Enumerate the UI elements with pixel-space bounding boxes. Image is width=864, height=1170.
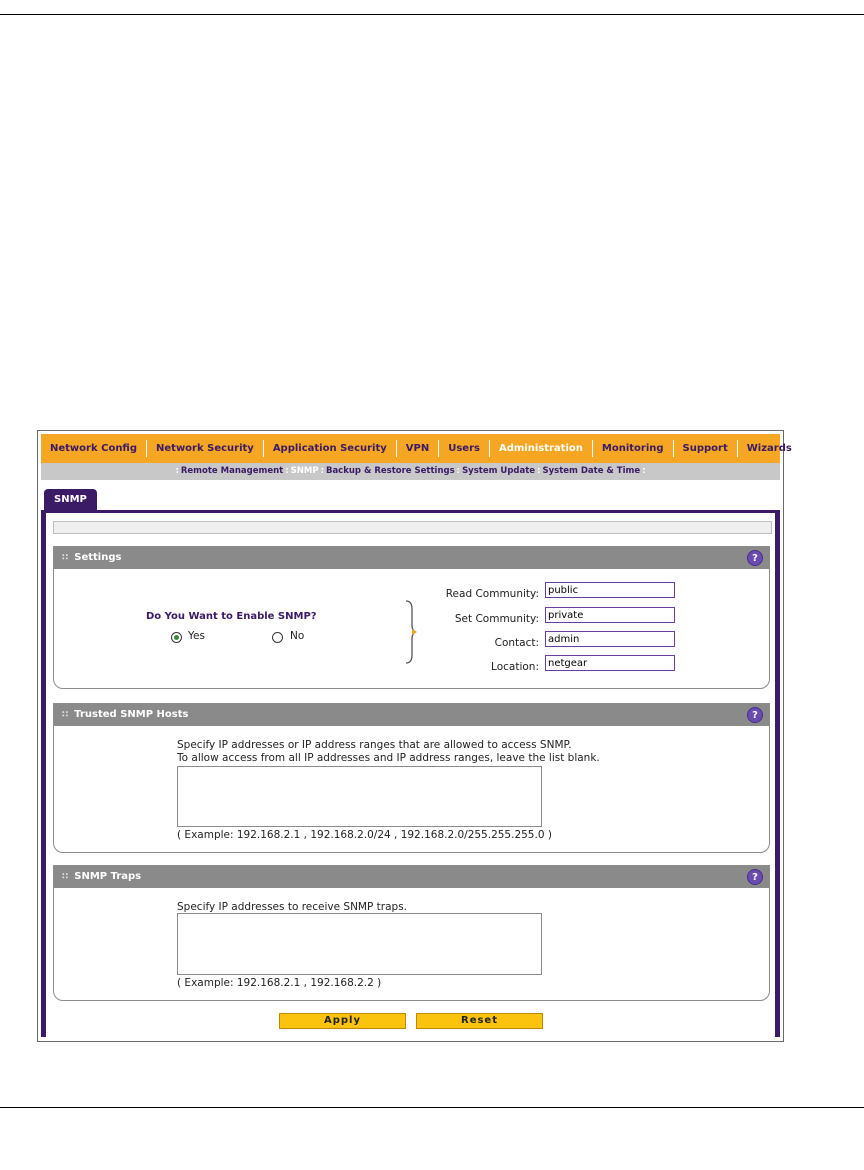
snmp-traps-header — [54, 866, 769, 888]
page-tab-snmp[interactable]: SNMP — [44, 489, 97, 511]
grip-icon: ∷ — [62, 872, 69, 882]
left-border — [41, 512, 46, 1037]
page-tab-row — [41, 480, 780, 512]
contact-label: Contact: — [494, 637, 539, 649]
enable-no-radio[interactable] — [272, 632, 283, 643]
trusted-hosts-line2: To allow access from all IP addresses and IP address ranges, leave the list blank. — [177, 752, 600, 764]
read-community-input[interactable] — [545, 582, 675, 598]
help-icon[interactable]: ? — [747, 869, 763, 885]
set-community-label: Set Community: — [454, 613, 539, 625]
snmp-traps-textarea[interactable] — [177, 913, 542, 975]
help-icon[interactable]: ? — [747, 550, 763, 566]
help-icon[interactable]: ? — [747, 707, 763, 723]
enable-yes-label: Yes — [188, 630, 205, 642]
trusted-hosts-example: ( Example: 192.168.2.1 , 192.168.2.0/24 , 192.168.2.0/255.255.255.0 ) — [177, 829, 552, 841]
snmp-traps-section — [53, 865, 770, 1001]
tab-support[interactable]: Support — [674, 440, 738, 457]
top-rule — [0, 14, 864, 15]
trusted-hosts-section — [53, 703, 770, 853]
grip-icon: ∷ — [62, 710, 69, 720]
subtab-snmp[interactable]: SNMP — [290, 466, 319, 476]
reset-button[interactable]: Reset — [416, 1013, 543, 1029]
tab-users[interactable]: Users — [439, 440, 490, 457]
tab-underline — [41, 510, 780, 513]
snmp-traps-title: SNMP Traps — [74, 871, 142, 882]
tab-monitoring[interactable]: Monitoring — [593, 440, 674, 457]
bracket-icon — [402, 599, 422, 665]
settings-section — [53, 546, 770, 689]
trusted-hosts-textarea[interactable] — [177, 766, 542, 827]
contact-input[interactable] — [545, 631, 675, 647]
main-nav — [41, 434, 792, 463]
right-border — [775, 512, 780, 1037]
settings-header — [54, 547, 769, 569]
grip-icon: ∷ — [62, 553, 69, 563]
snmp-traps-example: ( Example: 192.168.2.1 , 192.168.2.2 ) — [177, 977, 382, 989]
location-label: Location: — [491, 661, 539, 673]
trusted-hosts-title: Trusted SNMP Hosts — [74, 709, 189, 720]
set-community-input[interactable] — [545, 607, 675, 623]
location-input[interactable] — [545, 655, 675, 671]
trusted-hosts-line1: Specify IP addresses or IP address ranges that are allowed to access SNMP. — [177, 739, 572, 751]
sub-nav: : Remote Management : SNMP : Backup & Restore Settings : System Update : System Date & Time : — [41, 463, 780, 480]
enable-no-label: No — [290, 630, 305, 642]
subtab-system-update[interactable]: System Update — [462, 466, 536, 476]
enable-snmp-question: Do You Want to Enable SNMP? — [146, 611, 317, 622]
snmp-traps-line1: Specify IP addresses to receive SNMP traps. — [177, 901, 408, 913]
settings-title: Settings — [74, 552, 122, 563]
bottom-rule — [0, 1107, 864, 1108]
tab-application-security[interactable]: Application Security — [264, 440, 397, 457]
apply-button[interactable]: Apply — [279, 1013, 406, 1029]
tab-network-security[interactable]: Network Security — [147, 440, 264, 457]
tab-administration[interactable]: Administration — [490, 440, 593, 457]
subtab-system-date-time[interactable]: System Date & Time — [542, 466, 641, 476]
tab-vpn[interactable]: VPN — [397, 440, 439, 457]
tab-network-config[interactable]: Network Config — [41, 440, 147, 457]
subtab-backup-restore[interactable]: Backup & Restore Settings — [325, 466, 455, 476]
enable-yes-radio[interactable] — [171, 632, 182, 643]
message-bar — [53, 521, 772, 534]
tab-wizards[interactable]: Wizards — [746, 443, 792, 454]
trusted-hosts-header — [54, 704, 769, 726]
subtab-remote-management[interactable]: Remote Management — [180, 466, 284, 476]
app-window — [37, 430, 792, 1042]
read-community-label: Read Community: — [445, 588, 539, 600]
